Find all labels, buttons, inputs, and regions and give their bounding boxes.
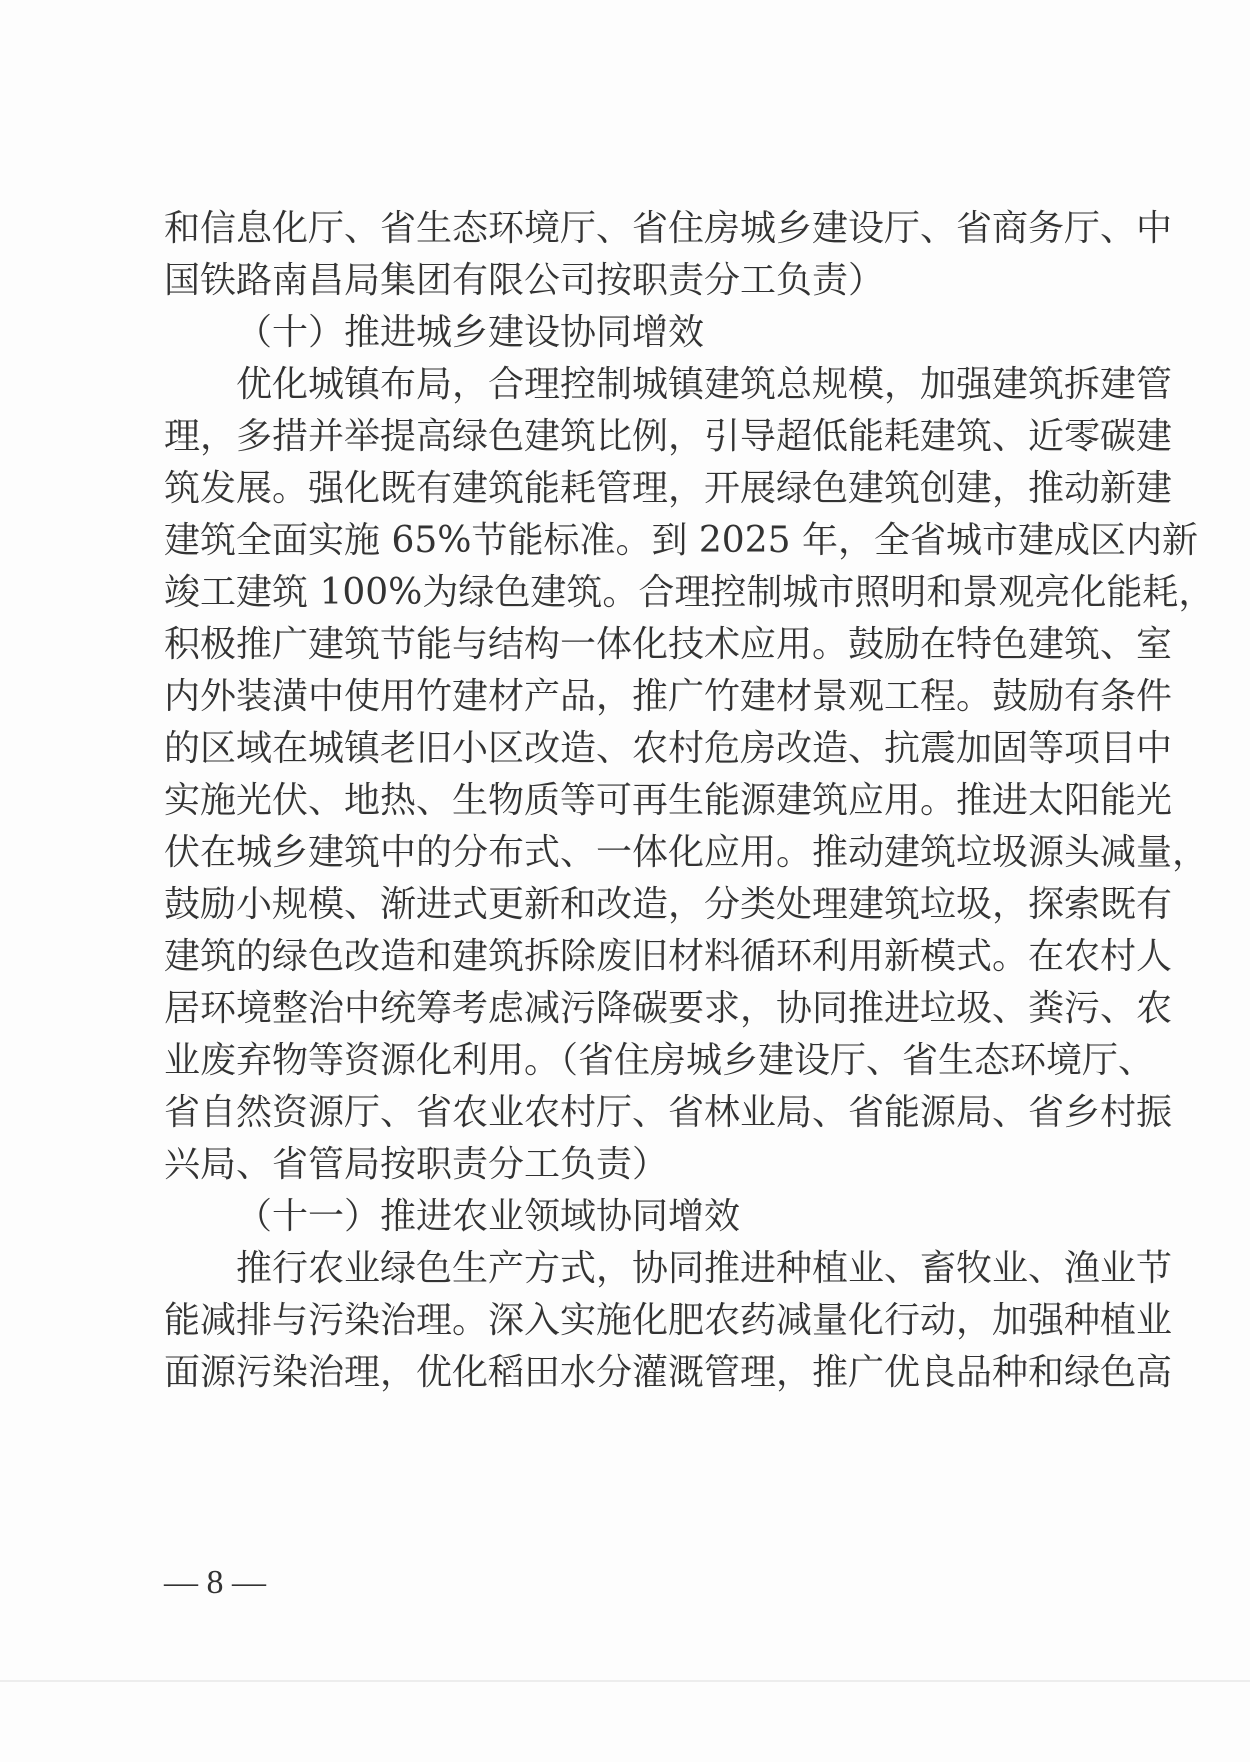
text-line: 鼓励小规模、渐进式更新和改造，分类处理建筑垃圾，探索既有 <box>164 884 1173 925</box>
text-line: 建筑全面实施 65%节能标准。到 2025 年，全省城市建成区内新 <box>164 520 1198 561</box>
text-line: 实施光伏、地热、生物质等可再生能源建筑应用。推进太阳能光 <box>164 780 1173 821</box>
text-line: 建筑的绿色改造和建筑拆除废旧材料循环利用新模式。在农村人 <box>164 936 1173 977</box>
scan-edge-line <box>0 1680 1250 1682</box>
text-line: 业废弃物等资源化利用。（省住房城乡建设厅、省生态环境厅、 <box>164 1040 1155 1081</box>
section-heading: （十）推进城乡建设协同增效 <box>236 312 705 353</box>
text-line: 能减排与污染治理。深入实施化肥农药减量化行动，加强种植业 <box>164 1300 1173 1341</box>
text-line: 优化城镇布局，合理控制城镇建筑总规模，加强建筑拆建管 <box>236 364 1173 405</box>
text-line: 竣工建筑 100%为绿色建筑。合理控制城市照明和景观亮化能耗， <box>164 572 1215 613</box>
text-line: 理，多措并举提高绿色建筑比例，引导超低能耗建筑、近零碳建 <box>164 416 1173 457</box>
page-number: — 8 — <box>164 1564 266 1601</box>
text-line: 面源污染治理，优化稻田水分灌溉管理，推广优良品种和绿色高 <box>164 1352 1173 1393</box>
text-line: 伏在城乡建筑中的分布式、一体化应用。推动建筑垃圾源头减量， <box>164 832 1209 873</box>
section-heading: （十一）推进农业领域协同增效 <box>236 1196 741 1237</box>
text-line: 积极推广建筑节能与结构一体化技术应用。鼓励在特色建筑、室 <box>164 624 1173 665</box>
text-line: 筑发展。强化既有建筑能耗管理，开展绿色建筑创建，推动新建 <box>164 468 1173 509</box>
text-line: 居环境整治中统筹考虑减污降碳要求，协同推进垃圾、粪污、农 <box>164 988 1173 1029</box>
text-line: 省自然资源厅、省农业农村厅、省林业局、省能源局、省乡村振 <box>164 1092 1173 1133</box>
text-line: 的区域在城镇老旧小区改造、农村危房改造、抗震加固等项目中 <box>164 728 1173 769</box>
text-line: 国铁路南昌局集团有限公司按职责分工负责） <box>164 260 885 301</box>
text-line: 兴局、省管局按职责分工负责） <box>164 1144 669 1185</box>
text-line: 推行农业绿色生产方式，协同推进种植业、畜牧业、渔业节 <box>236 1248 1173 1289</box>
text-line: 内外装潢中使用竹建材产品，推广竹建材景观工程。鼓励有条件 <box>164 676 1173 717</box>
text-line: 和信息化厅、省生态环境厅、省住房城乡建设厅、省商务厅、中 <box>164 208 1173 249</box>
